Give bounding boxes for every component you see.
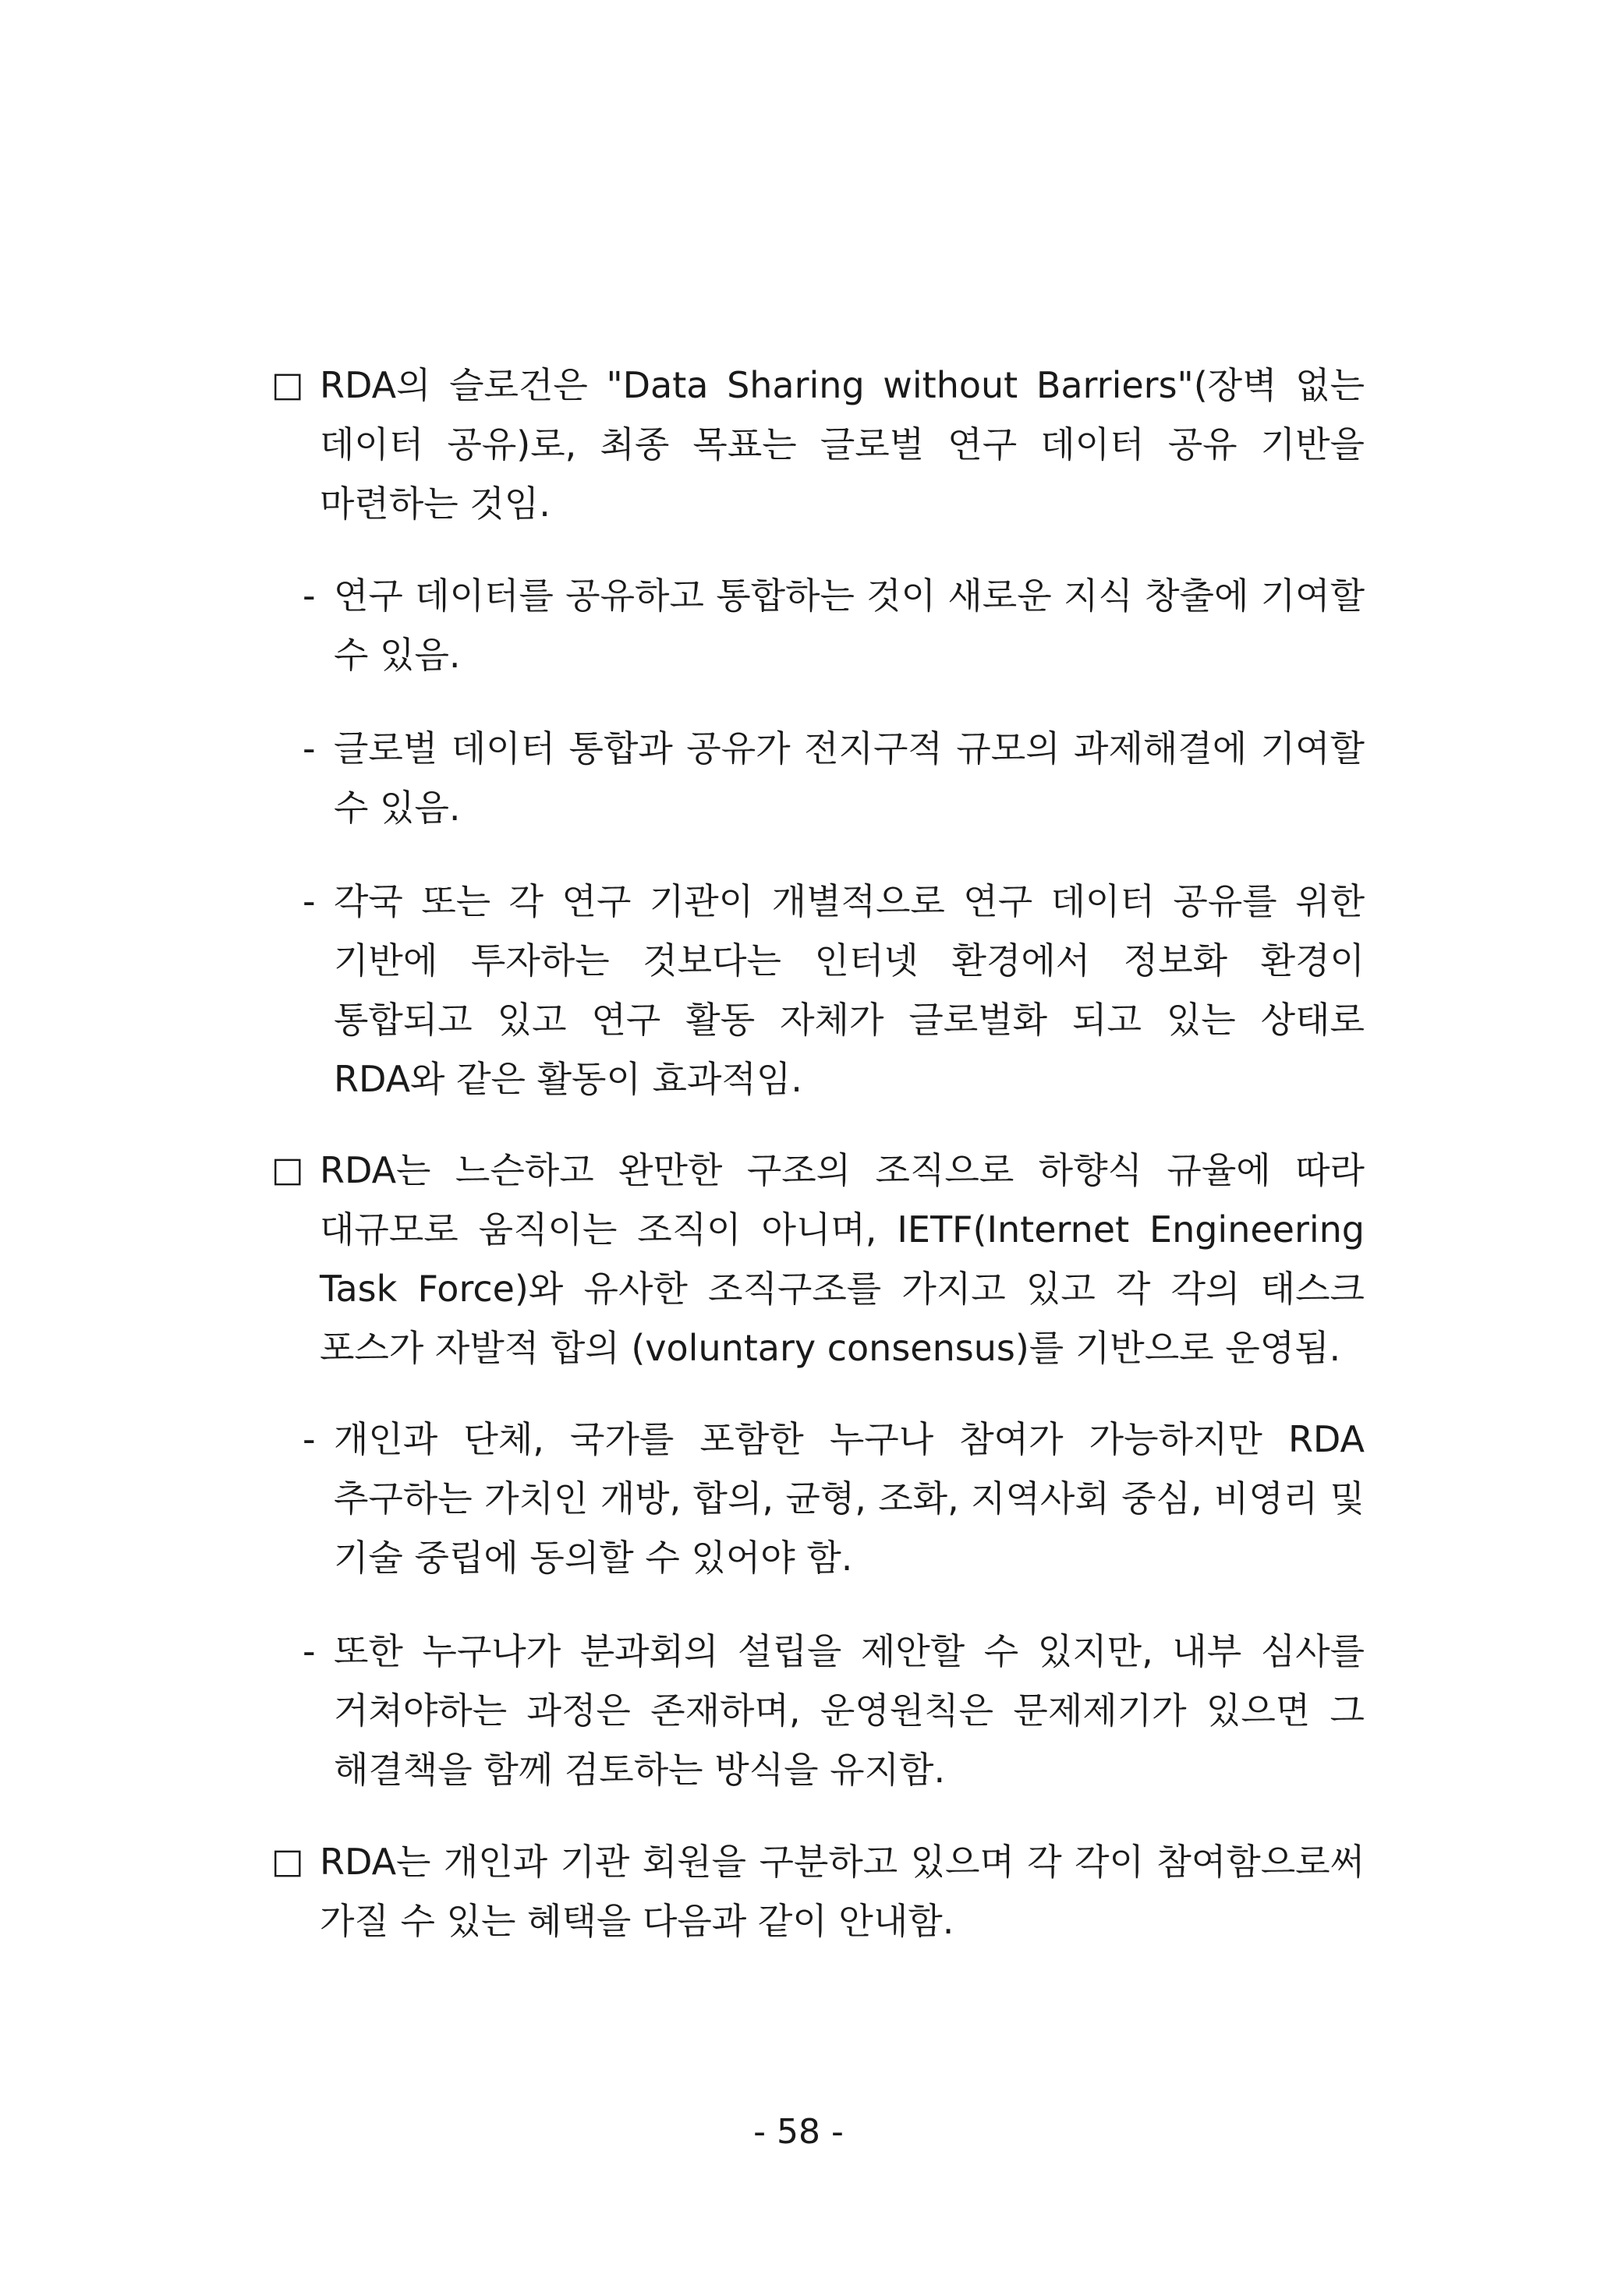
dash-bullet: - xyxy=(303,575,316,617)
square-bullet-icon: □ xyxy=(271,1150,304,1190)
sub-item-working-groups xyxy=(303,1622,1365,1799)
dash-bullet: - xyxy=(303,880,316,922)
page-number: - 58 - xyxy=(753,2112,844,2152)
dash-bullet: - xyxy=(303,1630,316,1672)
paragraph-text: RDA는 개인과 기관 회원을 구분하고 있으며 각 각이 참여함으로써 가질 수 있는 혜택을 다음과 같이 안내함. xyxy=(320,1841,1365,1942)
paragraph-text: RDA의 슬로건은 "Data Sharing without Barriers"(장벽 없는 데이터 공유)로, 최종 목표는 글로벌 연구 데이터 공유 기반을 마련하는 것임. xyxy=(320,364,1365,525)
paragraph-text: 각국 또는 각 연구 기관이 개별적으로 연구 데이터 공유를 위한 기반에 투자하는 것보다는 인터넷 환경에서 정보화 환경이 통합되고 있고 연구 활동 자체가 글로벌화 되고 있는 상태로 RDA와 같은 활동이 효과적임. xyxy=(334,880,1365,1100)
paragraph-rda-membership xyxy=(271,1832,1365,1951)
paragraph-rda-structure xyxy=(271,1141,1365,1378)
square-bullet-icon: □ xyxy=(271,365,304,405)
sub-item-global-challenges xyxy=(303,719,1365,837)
sub-item-rda-effective xyxy=(303,872,1365,1109)
sub-item-knowledge-creation xyxy=(303,566,1365,685)
sub-item-participation xyxy=(303,1410,1365,1587)
paragraph-text: 글로벌 데이터 통합과 공유가 전지구적 규모의 과제해결에 기여할 수 있음. xyxy=(334,727,1365,829)
paragraph-text: RDA는 느슨하고 완만한 구조의 조직으로 하향식 규율에 따라 대규모로 움직이는 조직이 아니며, IETF(Internet Engineering Task Force)와 유사한 조직구조를 가지고 있고 각 각의 태스크 포스가 자발적 합의 (voluntary consensus)를 기반으로 운영됨. xyxy=(320,1149,1365,1369)
paragraph-rda-slogan xyxy=(271,356,1365,533)
paragraph-text: 연구 데이터를 공유하고 통합하는 것이 새로운 지식 창출에 기여할 수 있음. xyxy=(334,575,1365,676)
paragraph-text: 개인과 단체, 국가를 포함한 누구나 참여가 가능하지만 RDA 추구하는 가치인 개방, 합의, 균형, 조화, 지역사회 중심, 비영리 및 기술 중립에 동의할 수 있어야 함. xyxy=(334,1418,1365,1579)
square-bullet-icon: □ xyxy=(271,1841,304,1881)
dash-bullet: - xyxy=(303,727,316,769)
dash-bullet: - xyxy=(303,1418,316,1460)
paragraph-text: 또한 누구나가 분과회의 설립을 제안할 수 있지만, 내부 심사를 거쳐야하는 과정은 존재하며, 운영원칙은 문제제기가 있으면 그 해결책을 함께 검토하는 방식을 유지함. xyxy=(334,1630,1365,1791)
